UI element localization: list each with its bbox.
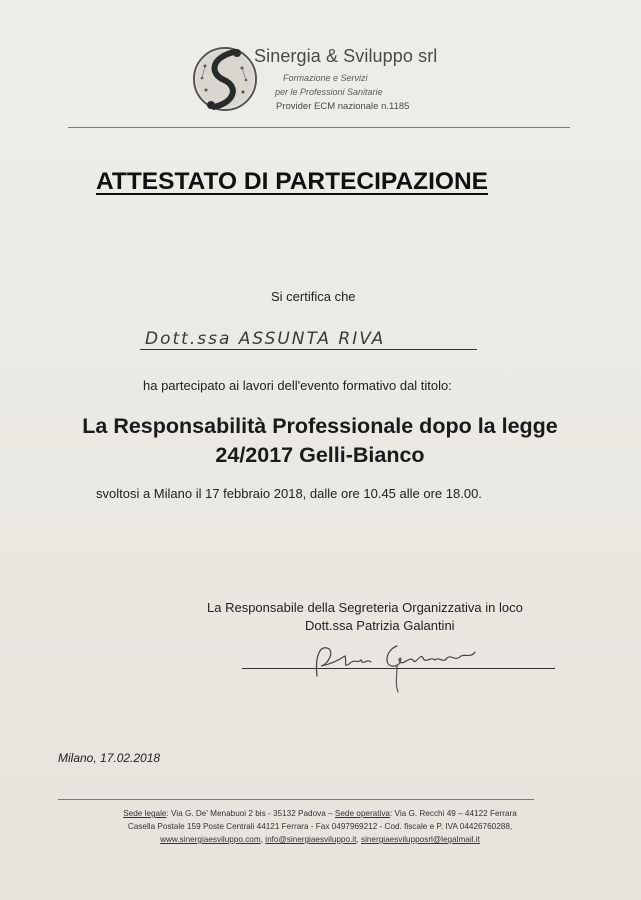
footer-email-link[interactable]: info@sinergiaesviluppo.it — [265, 835, 357, 844]
footer-contact-line: Casella Postale 159 Poste Centrali 44121 Ferrara - Fax 0497969212 - Cod. fiscale e P. IVA 04426760288, — [127, 822, 513, 831]
company-subtitle-line2: per le Professioni Sanitarie — [275, 87, 383, 97]
certificate-title: ATTESTATO DI PARTECIPAZIONE — [96, 168, 488, 195]
participant-name-line — [140, 349, 477, 350]
participant-name: Dott.ssa ASSUNTA RIVA — [145, 329, 386, 349]
footer-operative-label: Sede operativa — [334, 809, 390, 818]
place-date: Milano, 17.02.2018 — [58, 751, 161, 765]
event-dates: svoltosi a Milano il 17 febbraio 2018, dalle ore 10.45 alle ore 18.00. — [96, 486, 482, 501]
company-subtitle-line1: Formazione e Servizi — [283, 73, 368, 83]
footer-pec-link[interactable]: sinergiaesvilupposrl@legalmail.it — [360, 835, 480, 844]
company-logo-icon — [190, 44, 260, 114]
footer-operative-address: : Via G. Recchi 49 – 44122 Ferrara — [389, 809, 517, 818]
handwritten-signature — [305, 638, 495, 693]
provider-ecm: Provider ECM nazionale n.1185 — [276, 101, 410, 112]
footer-links: www.sinergiaesviluppo.com, info@sinergiaesviluppo.it, sinergiaesvilupposrl@legalmail.it — [160, 835, 480, 844]
footer-website-link[interactable]: www.sinergiaesviluppo.com — [160, 835, 261, 844]
signatory-name: Dott.ssa Patrizia Galantini — [305, 618, 455, 633]
footer-legal-address: : Via G. De' Menabuoi 2 bis - 35132 Padova – — [166, 809, 335, 818]
participation-intro: ha partecipato ai lavori dell'evento formativo dal titolo: — [143, 378, 452, 393]
company-name: Sinergia & Sviluppo srl — [254, 46, 438, 66]
footer-divider — [58, 799, 534, 800]
header-divider — [68, 127, 570, 128]
signature-line — [242, 668, 555, 669]
signatory-role: La Responsabile della Segreteria Organizzativa in loco — [207, 600, 523, 615]
certifies-text: Si certifica che — [271, 289, 356, 304]
event-title: La Responsabilità Professionale dopo la legge 24/2017 Gelli-Bianco — [82, 414, 558, 467]
footer-addresses — [50, 809, 590, 818]
footer-legal-label: Sede legale — [123, 809, 167, 818]
